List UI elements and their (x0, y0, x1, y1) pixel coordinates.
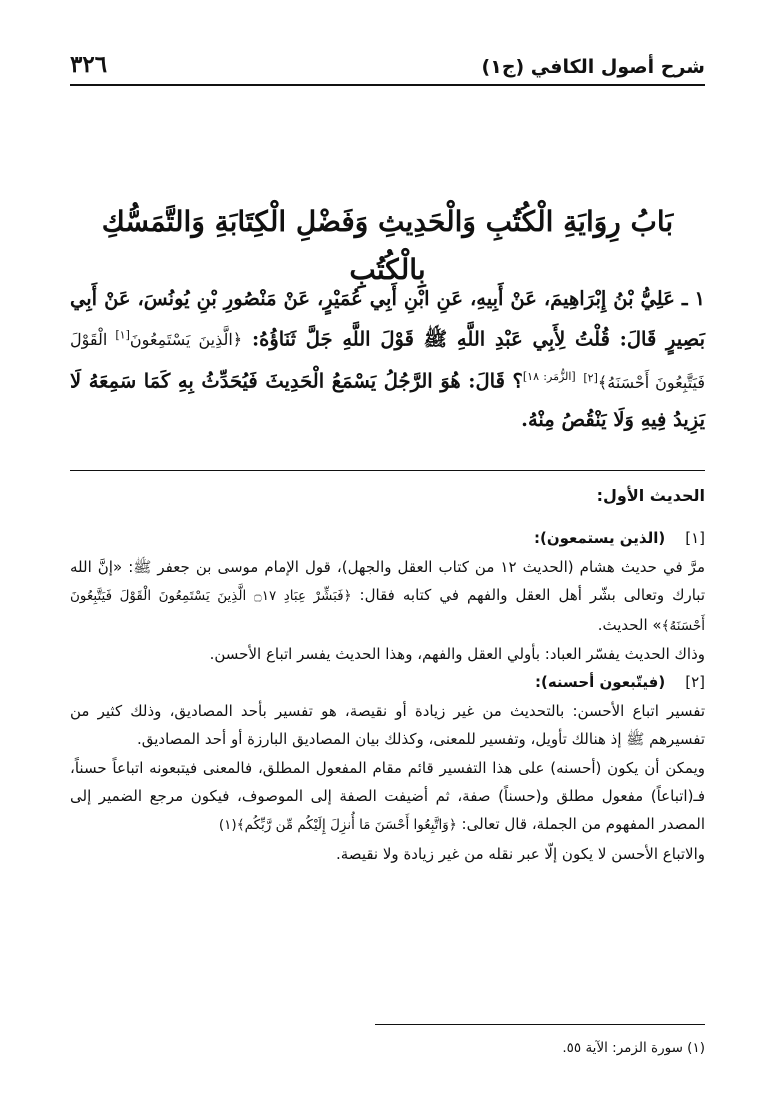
page-header (70, 40, 705, 86)
hadith-matn: ؟ قَالَ: هُوَ الرَّجُلُ يَسْمَعُ الْحَدِيثَ فَيُحَدِّثُ بِهِ كَمَا سَمِعَهُ لَا يَزِيدُ فِيهِ وَلَا يَنْقُصُ مِنْهُ. (70, 369, 705, 431)
note-number: [٢] (685, 673, 705, 692)
note-heading (70, 524, 705, 552)
commentary-heading: الحديث الأول: (596, 486, 705, 505)
section-divider (70, 470, 705, 471)
book-title: شرح أصول الكافي (ج١) (481, 56, 705, 78)
footnote: (١) سورة الزمر: الآية ٥٥. (562, 1040, 705, 1056)
hadith-chain: ١ ـ عَلِيُّ بْنُ إِبْرَاهِيمَ، عَنْ أَبِيهِ، عَنِ ابْنِ أَبِي عُمَيْرٍ، عَنْ مَنْصُورِ بْنِ يُونُسَ، عَنْ أَبِي بَصِيرٍ قَالَ: قُلْتُ لِأَبِي عَبْدِ اللَّهِ ﷺ قَوْلَ اللَّهِ جَلَّ ثَنَاؤُهُ: (70, 287, 706, 351)
note-paragraph: ويمكن أن يكون (أحسنه) على هذا التفسير قائم مقام المفعول المطلق، فالمعنى فيتبعونه اتباعاً حسناً، فـ(اتباعاً) مفعول مطلق و(حسناً) صفة، ثم أضيفت الصفة إلى الموصوف، فيكون مرجع الضمير إلى المصدر المفهوم من الجملة، قال تعالى: ﴿وَاتَّبِعُوا أَحْسَنَ مَا أُنزِلَ إِلَيْكُم مِّن رَّبِّكُم﴾(١) (70, 758, 705, 834)
chapter-title: بَابُ رِوَايَةِ الْكُتُبِ وَالْحَدِيثِ وَفَضْلِ الْكِتَابَةِ وَالتَّمَسُّكِ بِالْكُتُبِ (101, 205, 674, 286)
note-paragraph: وذاك الحديث يفسّر العباد: بأولي العقل والفهم، وهذا الحديث يفسر اتباع الأحسن. (209, 645, 705, 664)
note-title: (الذين يستمعون): (533, 529, 666, 548)
footnote-marker: (١) (218, 817, 237, 834)
note-paragraph: مرَّ في حديث هشام (الحديث ١٢ من كتاب العقل والجهل)، قول الإمام موسى بن جعفر ﷺ: «إنَّ الله تبارك وتعالى بشّر أهل العقل والفهم في كتابه فقال: ﴿فَبَشِّرْ عِبَادِ ۝١٧ الَّذِينَ يَسْتَمِعُونَ الْقَوْلَ فَيَتَّبِعُونَ أَحْسَنَهُ﴾» الحديث. (70, 557, 705, 634)
note-heading (70, 668, 705, 696)
quran-verse: ﴿الَّذِينَ يَسْتَمِعُونَ[١] الْقَوْلَ فَيَتَّبِعُونَ أَحْسَنَهُ﴾[٢] (70, 329, 706, 392)
hadith-text (70, 280, 705, 438)
note-title: (فيتّبعون أحسنه): (534, 673, 666, 692)
surah-reference: [الزُّمَر: ١٨] (522, 370, 576, 384)
page-number: ٣٢٦ (70, 51, 108, 78)
footnote-divider (375, 1024, 705, 1025)
footnote-marker: [١] (115, 329, 130, 342)
note-paragraph: والاتباع الأحسن لا يكون إلّا عبر نقله من غير زيادة ولا نقيصة. (336, 844, 705, 863)
note-number: [١] (685, 529, 705, 548)
quran-verse: ﴿وَاتَّبِعُوا أَحْسَنَ مَا أُنزِلَ إِلَيْكُم مِّن رَّبِّكُم﴾ (236, 817, 457, 834)
commentary (70, 482, 705, 868)
footnote-marker: [٢] (583, 371, 598, 385)
note-paragraph: تفسير اتباع الأحسن: بالتحديث من غير زيادة أو نقيصة، هو تفسير بأحد المصاديق، وذلك كثير من تفسيرهم ﷺ إذ هنالك تأويل، وتفسير للمعنى، وكذلك بيان المصاديق البارزة أو أحد المصاديق. (70, 701, 705, 749)
quran-verse: ﴿فَبَشِّرْ عِبَادِ ۝١٧ الَّذِينَ يَسْتَمِعُونَ الْقَوْلَ فَيَتَّبِعُونَ أَحْسَنَهُ﴾ (70, 588, 705, 634)
